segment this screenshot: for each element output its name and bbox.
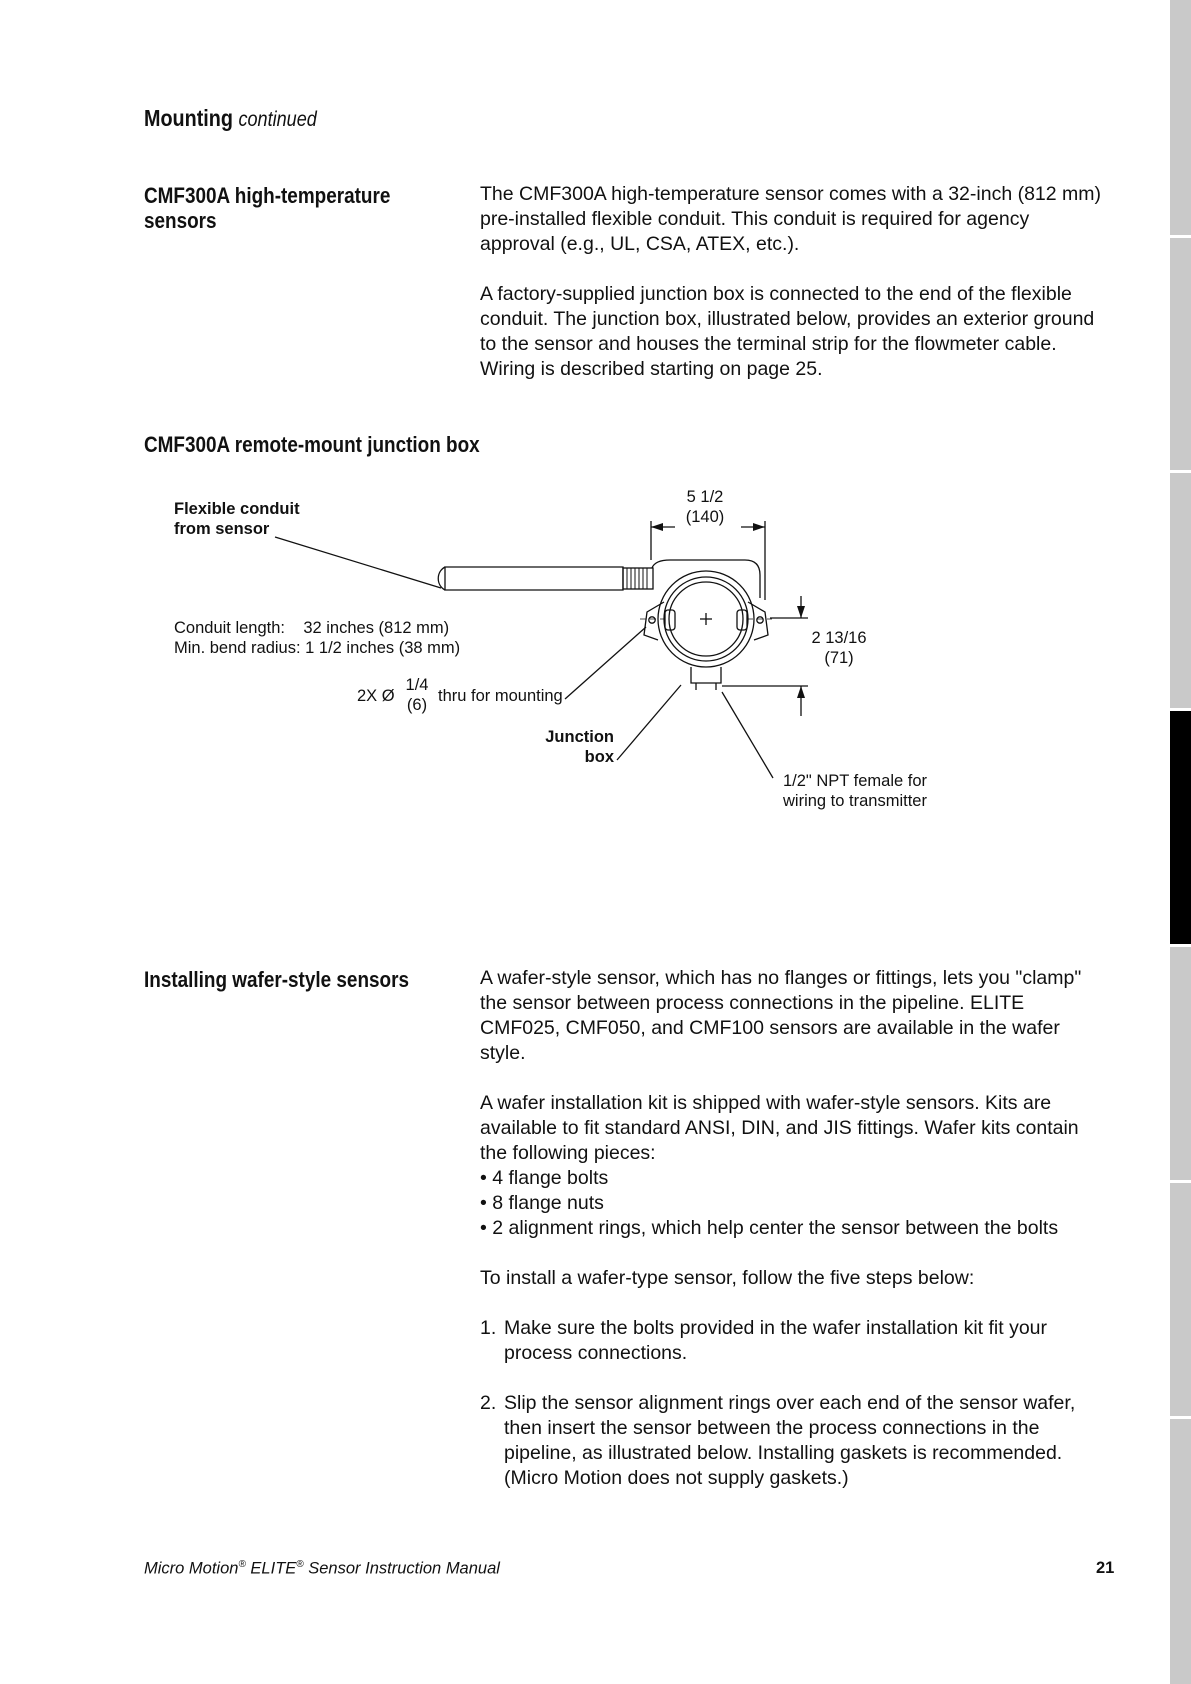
header-continued: continued xyxy=(238,108,317,131)
list-item: • 2 alignment rings, which help center the sensor between the bolts xyxy=(480,1217,1059,1239)
label-height-dim: 2 13/16 (71) xyxy=(811,629,867,667)
footer-title: Micro Motion® ELITE® Sensor Instruction Manual xyxy=(144,1559,500,1578)
section-body-wafer xyxy=(480,966,1140,1516)
paragraph: The CMF300A high-temperature sensor comes with a 32-inch (812 mm) pre-installed flexible conduit. This conduit is required for agency approval (e.g., UL, CSA, ATEX, etc.). xyxy=(480,183,1102,255)
header-title: Mounting xyxy=(144,105,233,131)
section-heading-high-temp: CMF300A high-temperature sensors xyxy=(144,183,391,233)
paragraph: A factory-supplied junction box is connected to the end of the flexible conduit. The junction box, illustrated below, provides an exterior ground to the sensor and houses the terminal strip for the flowmeter cable. Wiring is described starting on page 25. xyxy=(480,283,1095,380)
npt-port xyxy=(691,667,721,683)
list-item: • 4 flange bolts xyxy=(480,1167,609,1189)
figure-heading: CMF300A remote-mount junction box xyxy=(144,432,480,457)
label-width-dim: 5 1/2 (140) xyxy=(685,488,725,526)
leader-conduit xyxy=(275,537,441,588)
conduit-tube xyxy=(445,567,623,590)
label-junction-box: Junction box xyxy=(545,728,614,766)
mount-hole-left xyxy=(649,617,655,623)
leader-npt xyxy=(722,692,773,778)
label-hole-size: 1/4 (6) xyxy=(405,676,429,714)
label-npt: 1/2" NPT female for wiring to transmitter xyxy=(783,772,928,810)
section-heading-wafer: Installing wafer-style sensors xyxy=(144,967,409,992)
steps-list xyxy=(480,1316,1140,1491)
page-number: 21 xyxy=(1096,1559,1115,1577)
list-item: • 8 flange nuts xyxy=(480,1192,604,1214)
paragraph: A wafer installation kit is shipped with wafer-style sensors. Kits are available to fit standard ANSI, DIN, and JIS fittings. Wafer kits contain the following pieces: • 4 flange bolts • 8 flange nuts • 2 alignment rings, which help center the sensor between the bolts xyxy=(480,1092,1079,1239)
step-item: 1. Make sure the bolts provided in the wafer installation kit fit your process connections. xyxy=(480,1317,1048,1364)
paragraph: A wafer-style sensor, which has no flanges or fittings, lets you "clamp" the sensor between process connections in the pipeline. ELITE CMF025, CMF050, and CMF100 sensors are available in the wafer style. xyxy=(480,967,1082,1064)
jbox-hub xyxy=(652,560,760,598)
step-item: 2. Slip the sensor alignment rings over each end of the sensor wafer, then insert the sensor between the process connections in the pipeline, as illustrated below. Installing gaskets is recommended. (Micro Motion does not supply gaskets.) xyxy=(480,1392,1076,1489)
leader-junction-box xyxy=(617,685,681,760)
leader-mount-hole xyxy=(565,627,646,699)
steps-intro: To install a wafer-type sensor, follow the five steps below: xyxy=(480,1267,975,1289)
label-flexible-conduit: Flexible conduit from sensor xyxy=(174,500,300,538)
label-hole-prefix: 2X Ø xyxy=(357,687,395,705)
label-hole-suffix: thru for mounting xyxy=(438,687,563,705)
mount-hole-right xyxy=(757,617,763,623)
label-conduit-specs: Conduit length: 32 inches (812 mm) Min. bend radius: 1 1/2 inches (38 mm) xyxy=(174,619,461,657)
